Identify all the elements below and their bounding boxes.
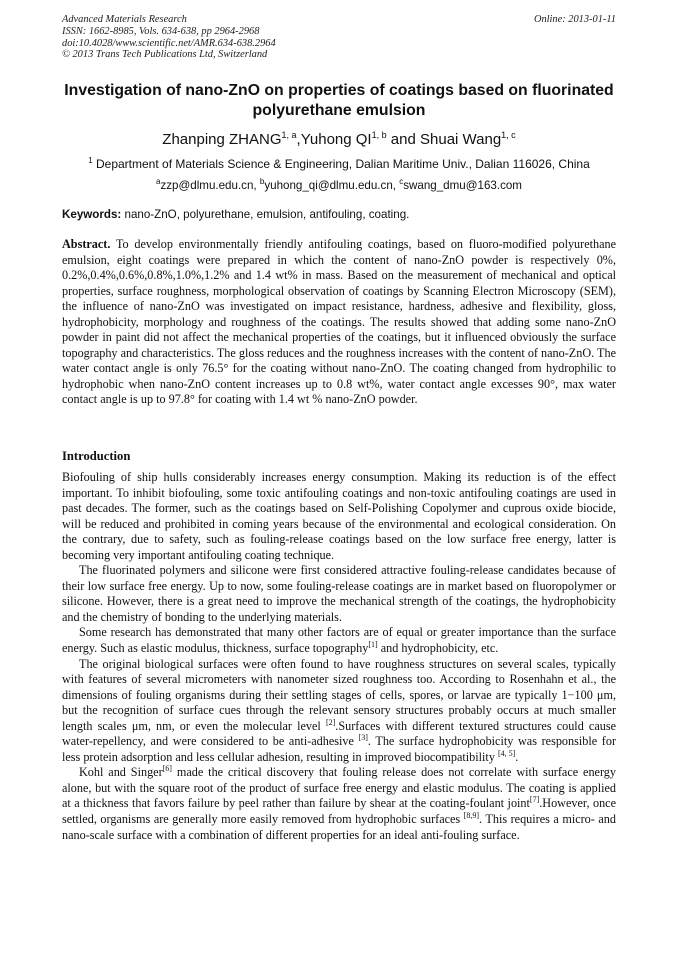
citation-ref: [7] bbox=[529, 795, 540, 805]
author-affiliation-mark: 1, b bbox=[371, 130, 387, 140]
citation-ref: [8,9] bbox=[463, 811, 480, 821]
email-mark: a bbox=[156, 177, 161, 186]
paragraph-text: . bbox=[515, 749, 519, 764]
paragraph-text: Some research has demonstrated that many other factors are of equal or greater importance than the surface energy. Such as elastic modulus, thickness, surface topography bbox=[62, 625, 616, 656]
affiliation-text: Department of Materials Science & Engineering, Dalian Maritime Univ., Dalian 116026, China bbox=[95, 157, 590, 171]
paragraph-text: . This requires a micro- and nano-scale surface with a combination of different properties for an ideal anti-fouling surface. bbox=[62, 812, 616, 842]
citation-ref: [6] bbox=[162, 764, 172, 774]
paragraph-text: and hydrophobicity, etc. bbox=[377, 641, 499, 656]
paragraph: Biofouling of ship hulls considerably increases energy consumption. Making its reduction is of the effect important. To inhibit biofouling, some toxic antifouling coatings and non-toxic antifouling coatings are used in past decades. The former, such as the coatings based on Self-Polishing Copolymer and cuprous oxide biocide, will be reduced and prohibited in coming years because of the environmental and ecological consideration. On the contrary, due to safety, such as fouling-release coatings based on the low surface free energy, latter is becoming very important antifouling coating technique. bbox=[62, 470, 616, 562]
section-heading-introduction: Introduction bbox=[62, 449, 131, 463]
copyright-line: © 2013 Trans Tech Publications Ltd, Switzerland bbox=[62, 49, 268, 61]
email-address: zzp@dlmu.edu.cn, bbox=[160, 179, 260, 192]
paragraph bbox=[62, 657, 616, 766]
email-address: yuhong_qi@dlmu.edu.cn, bbox=[264, 179, 400, 192]
introduction-body bbox=[62, 470, 616, 843]
affiliation bbox=[62, 157, 616, 171]
paragraph-text: .However, once settled, organisms are generally more easily removed from hydrophobic surfaces bbox=[62, 796, 616, 827]
email-address: swang_dmu@163.com bbox=[403, 179, 522, 192]
paragraph-text: .Surfaces with different textured structures could cause water-repellency, and were considered to be anti-adhesive bbox=[62, 718, 616, 749]
abstract bbox=[62, 237, 616, 408]
paragraph-text: . The surface hydrophobicity was responsible for less protein adsorption and less cellular adhesion, resulting in improved biocompatibility bbox=[62, 734, 617, 764]
journal-header bbox=[62, 14, 616, 61]
journal-name: Advanced Materials Research bbox=[62, 14, 187, 25]
paragraph-text: Kohl and Singer bbox=[79, 765, 163, 780]
paragraph bbox=[62, 625, 616, 656]
author-affiliation-mark: 1, c bbox=[501, 130, 516, 140]
abstract-label: Abstract. bbox=[62, 237, 111, 251]
citation-ref: [2] bbox=[325, 717, 336, 727]
paragraph: The fluorinated polymers and silicone were first considered attractive fouling-release candidates because of their low surface free energy. Up to now, some fouling-release coatings are in market based on fluoropolymer or silicone. However, there is a great need to improve the mechanical strength of the coatings, the hydrophobicity and the chemistry of bonding to the underlying materials. bbox=[62, 563, 616, 624]
author-list bbox=[62, 131, 616, 149]
issn-line: ISSN: 1662-8985, Vols. 634-638, pp 2964-2968 bbox=[62, 25, 260, 37]
paragraph bbox=[62, 765, 616, 843]
author-separator: , bbox=[296, 131, 301, 148]
author-affiliation-mark: 1, a bbox=[281, 130, 297, 140]
keywords-label: Keywords: bbox=[62, 208, 122, 221]
author-name: Shuai Wang bbox=[420, 131, 502, 148]
abstract-text: To develop environmentally friendly antifouling coatings, based on fluoro-modified polyurethane emulsion, eight coatings were prepared in which the content of nano-ZnO powder is respectively 0%, 0.2%,0.4%,0.6%,0.8%,1.0%,1.2% and 1.4 wt% in mass. Based on the measurement of mechanical and optical properties, surface roughness, morphological observation of coatings by Scanning Electron Microscopy (SEM), the influence of nano-ZnO was investigated on impact resistance, hardness, adhesive and flexibility, gloss, hydrophobicity, morphology and roughness of the coatings. The results showed that adding some nano-ZnO powder in paint did not affect the mechanical properties of the coatings, but it influenced obviously the surface topography and characteristics. The gloss reduces and the roughness increases with the content of nano-ZnO. The water contact angle is only 76.5° for the coating without nano-ZnO. The coating changed from hydrophilic to hydrophobic when nano-ZnO content increases up to 0.8 wt%, water contact angle excesses 90°, max water contact angle is up to 97.8° for coating with 1.4 wt % nano-ZnO powder. bbox=[62, 237, 616, 407]
online-date: Online: 2013-01-11 bbox=[533, 14, 616, 25]
paragraph-text: made the critical discovery that fouling release does not correlate with surface energy alone, but with the square root of the product of surface free energy and elastic modulus. The coating is applied at a thickness that favors failure by peel rather than failure by shear at the coating-foulant joint bbox=[62, 765, 616, 811]
citation-ref: [1] bbox=[368, 640, 378, 650]
author-name: Yuhong QI bbox=[300, 131, 372, 148]
email-list bbox=[62, 179, 616, 193]
email-mark: b bbox=[259, 177, 265, 186]
author-name: Zhanping ZHANG bbox=[162, 131, 282, 148]
affiliation-mark: 1 bbox=[88, 156, 93, 165]
citation-ref: [4, 5] bbox=[497, 748, 516, 758]
paragraph-text: The original biological surfaces were often found to have roughness structures on several scales, typically with features of several micrometers with nanometer sized roughness too. According to Rosenhahn et al., the dimensions of fouling organisms during their settling stages of cells, spores, or larvae are typically 1−100 μm, but the recognition of surface cues through the relevant sensory structures probably occurs at much smaller length scales μm, nm, or even the molecular level bbox=[62, 656, 616, 733]
email-mark: c bbox=[399, 177, 404, 186]
author-separator: and bbox=[386, 131, 420, 148]
doi-line: doi:10.4028/www.scientific.net/AMR.634-638.2964 bbox=[62, 37, 276, 49]
paper-title: Investigation of nano-ZnO on properties of coatings based on fluorinated polyurethane emulsion bbox=[64, 82, 614, 119]
keywords-text: nano-ZnO, polyurethane, emulsion, antifouling, coating. bbox=[121, 208, 410, 221]
keywords bbox=[62, 208, 616, 222]
citation-ref: [3] bbox=[358, 733, 368, 743]
